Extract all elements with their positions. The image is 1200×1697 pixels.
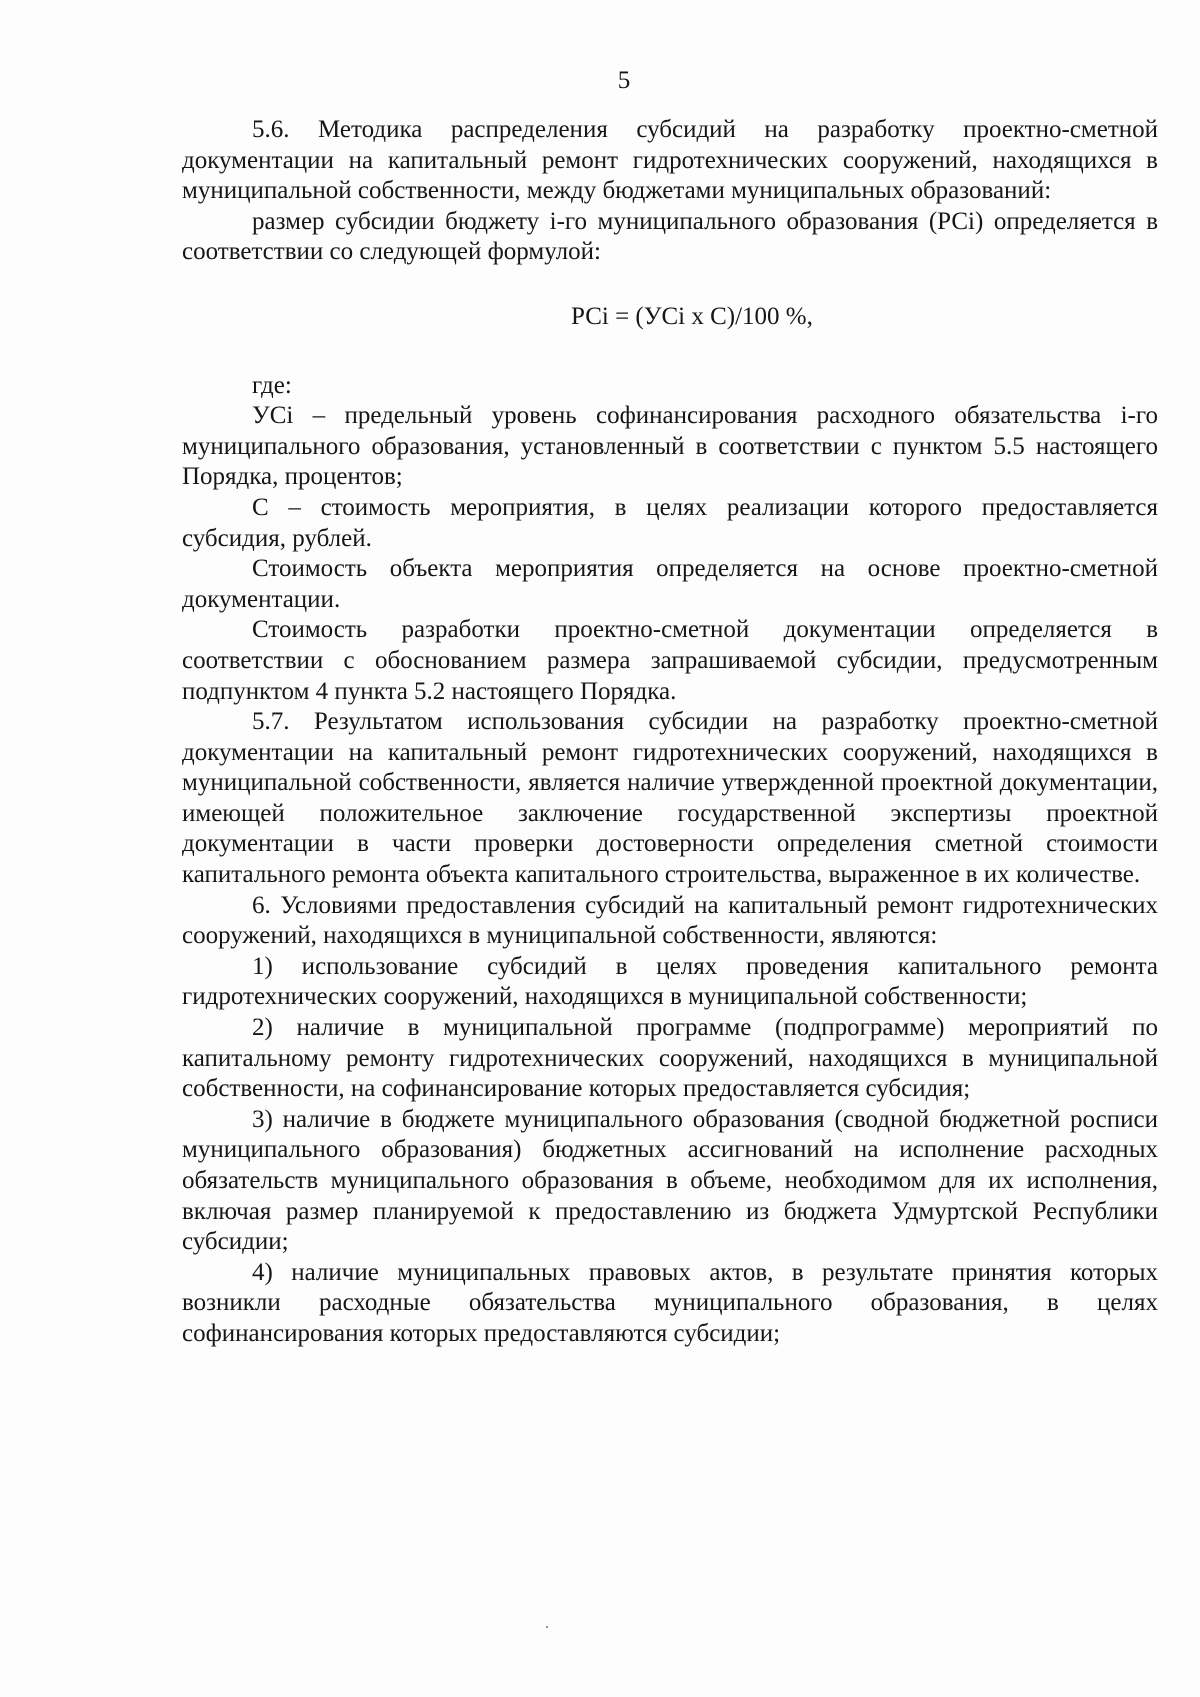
scan-speck (546, 1626, 548, 1628)
paragraph-6: 6. Условиями предоставления субсидий на капитальный ремонт гидротехнических сооружений, находящихся в муниципальной собственности, являются: (182, 891, 1158, 950)
condition-item-3: 3) наличие в бюджете муниципального образования (сводной бюджетной росписи муниципального образования) бюджетных ассигнований на исполнение расходных обязательств муниципального образования в объеме, необходимом для их исполнения, включая размер планируемой к предоставлению из бюджета Удмуртской Республики субсидии; (182, 1105, 1158, 1256)
formula: РСi = (УСi x С)/100 %, (571, 302, 813, 330)
condition-item-2: 2) наличие в муниципальной программе (подпрограмме) мероприятий по капитальному ремонту гидротехнических сооружений, находящихся в муниципальной собственности, на софинансирование которых предоставляется субсидия; (182, 1014, 1158, 1103)
formula-where-label: где: (252, 371, 292, 399)
page-number: 5 (617, 67, 631, 94)
condition-item-4: 4) наличие муниципальных правовых актов, в результате принятия которых возникли расходные обязательства муниципального образования, в целях софинансирования которых предоставляются субсидии; (182, 1258, 1158, 1347)
paragraph-subsidy-size: размер субсидии бюджету i-го муниципального образования (РСi) определяется в соответствии со следующей формулой: (182, 207, 1158, 266)
paragraph-development-cost: Стоимость разработки проектно-сметной документации определяется в соответствии с обоснованием размера запрашиваемой субсидии, предусмотренным подпунктом 4 пункта 5.2 настоящего Порядка. (182, 616, 1158, 705)
document-body (182, 115, 1158, 1350)
paragraph-5-6: 5.6. Методика распределения субсидий на разработку проектно-сметной документации на капитальный ремонт гидротехнических сооружений, находящихся в муниципальной собственности, между бюджетами муниципальных образований: (182, 116, 1158, 205)
condition-item-1: 1) использование субсидий в целях проведения капитального ремонта гидротехнических сооружений, находящихся в муниципальной собственности; (182, 952, 1158, 1011)
paragraph-c-definition: С – стоимость мероприятия, в целях реализации которого предоставляется субсидия, рублей. (182, 493, 1158, 552)
paragraph-usi-definition: УСi – предельный уровень софинансирования расходного обязательства i-го муниципального образования, установленный в соответствии с пунктом 5.5 настоящего Порядка, процентов; (182, 402, 1158, 491)
paragraph-object-cost: Стоимость объекта мероприятия определяется на основе проектно-сметной документации. (182, 555, 1158, 613)
paragraph-5-7: 5.7. Результатом использования субсидии на разработку проектно-сметной документации на капитальный ремонт гидротехнических сооружений, находящихся в муниципальной собственности, является наличие утвержденной проектной документации, имеющей положительное заключение государственной экспертизы проектной документации в части проверки достоверности определения сметной стоимости капитального ремонта объекта капитального строительства, выраженное в их количестве. (182, 708, 1158, 889)
